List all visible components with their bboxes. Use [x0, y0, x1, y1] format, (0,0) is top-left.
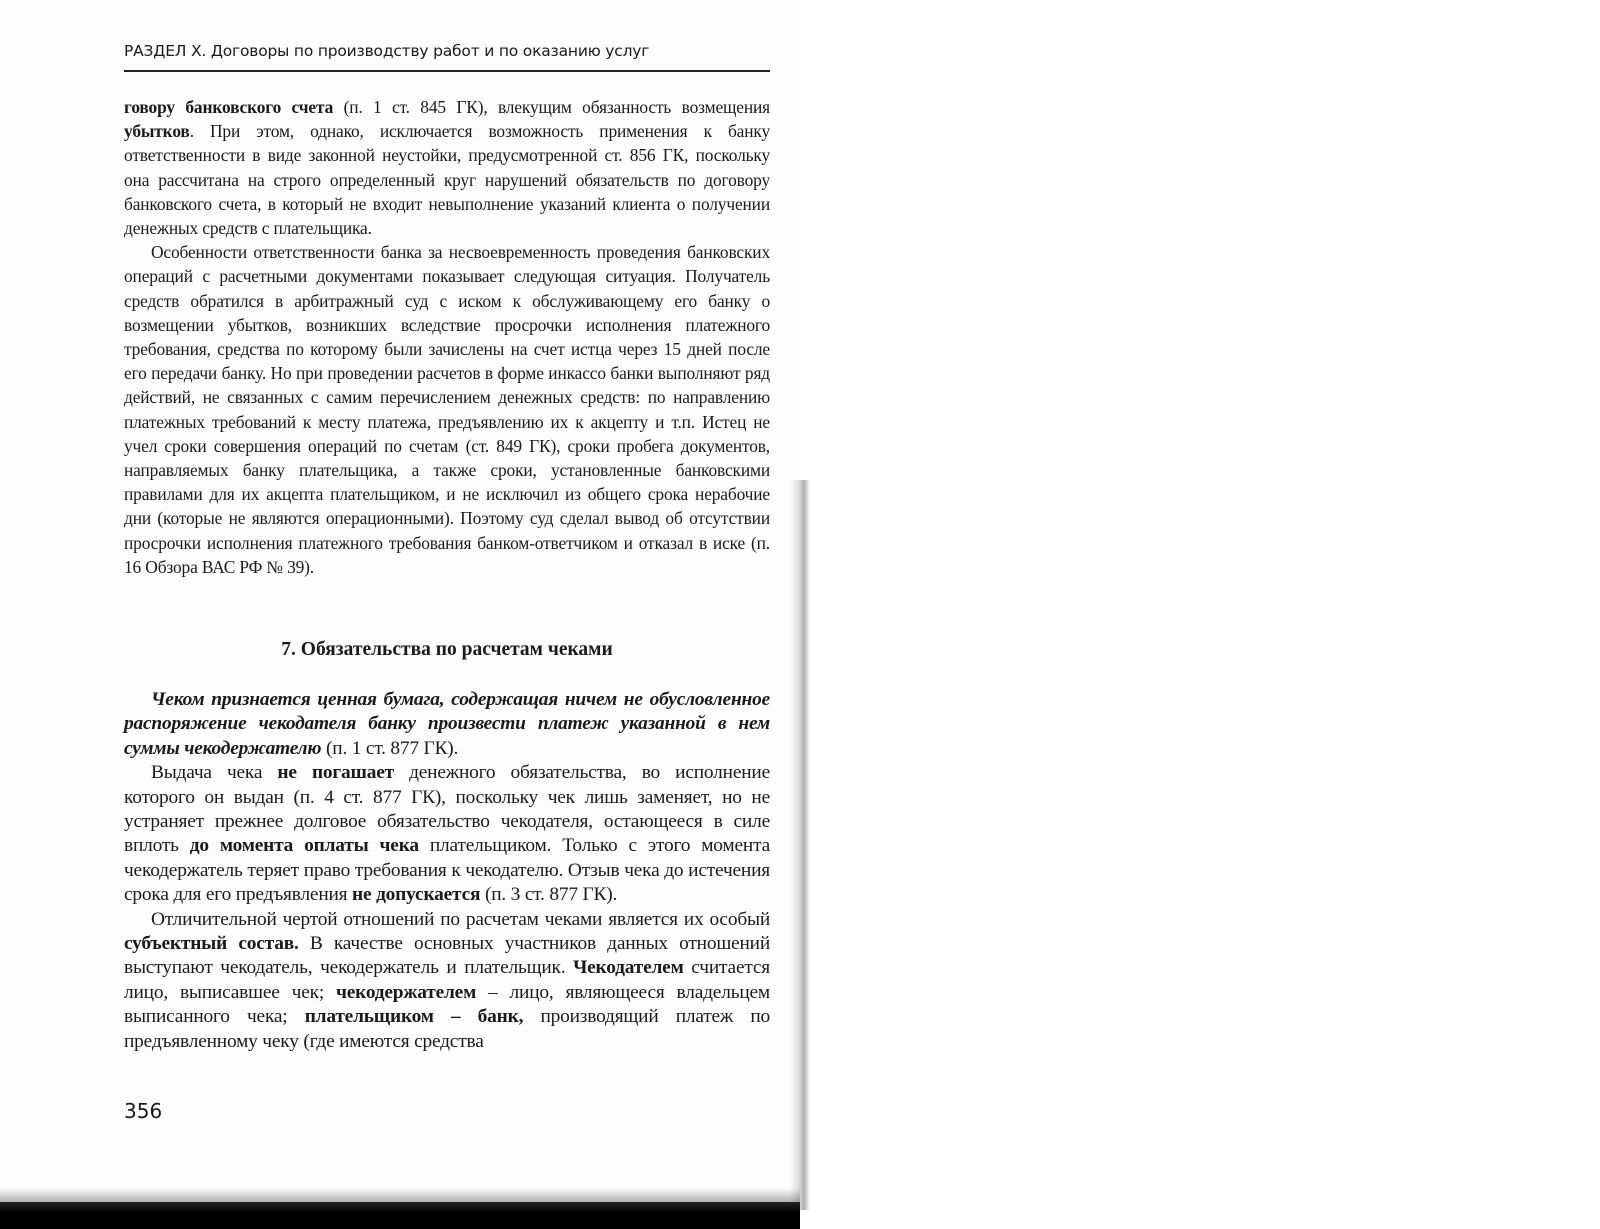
- paragraph: [124, 688, 770, 761]
- text-run: (п. 1 ст. 845 ГК), влекущим обязанность возмещения: [333, 97, 770, 117]
- text-run: производящий платеж по предъявленному чеку (где имеются средства: [124, 1006, 770, 1052]
- text-run: считается лицо, выписавшее чек;: [124, 957, 771, 1003]
- paragraph: [124, 95, 770, 240]
- emphasized-text: Чекодателем: [573, 957, 684, 979]
- emphasized-text: субъектный состав.: [124, 933, 299, 955]
- text-run: Отличительной чертой отношений по расчетам чеками является их особый: [151, 908, 770, 930]
- text-run: Выдача чека: [151, 762, 278, 784]
- text-run: (п. 1 ст. 877 ГК).: [321, 737, 459, 759]
- text-run: В качестве основных участников данных отношений выступают чекодатель, чекодержатель и плательщик.: [124, 933, 770, 979]
- emphasized-text: убытков: [124, 121, 190, 142]
- emphasized-text: говору банковского счета: [124, 97, 334, 117]
- text-run: Особенности ответственности банка за несвоевременность проведения банковских операций с расчетными документами показывает следующая ситуация. Получатель средств обратился в арбитражный суд с иском к обслуживающему его банку о возмещении убытков, возникших вследствие просрочки исполнения платежного требования, средства по которому были зачислены на счет истца через 15 дней после его передачи банку. Но при проведении расчетов в форме инкассо банки выполняют ряд действий, не связанных с самим перечислением денежных средств: по направлению платежных требований к месту платежа, предъявлению их к акцепту и т.п. Истец не учел сроки совершения операций по счетам (ст. 849 ГК), сроки пробега документов, направляемых банку плательщика, а также сроки, установленные банковскими правилами для их акцепта плательщиком, и не исключил из общего срока нерабочие дни (которые не являются операционными). Поэтому суд сделал вывод об отсутствии просрочки исполнения платежного требования банком-ответчиком и отказал в иске (п. 16 Обзора ВАС РФ № 39).: [124, 242, 770, 577]
- paragraph: [124, 908, 770, 1054]
- emphasized-text: не допускается: [352, 884, 481, 906]
- page-number: 356: [124, 1099, 163, 1123]
- paragraph: [124, 761, 770, 907]
- emphasized-text: чекодержателем: [336, 981, 477, 1003]
- text-run: (п. 3 ст. 877 ГК).: [480, 884, 618, 906]
- running-head: РАЗДЕЛ X. Договоры по производству работ и по оказанию услуг: [124, 40, 770, 72]
- section-title: 7. Обязательства по расчетам чеками: [281, 639, 613, 660]
- body-text-bottom: [124, 688, 770, 1054]
- emphasized-text: Чеком признается ценная бумага, содержащая ничем не обусловленное распоряжение чекодателя банку произвести платеж указанной в нем суммы чекодержателю: [124, 689, 770, 759]
- scan-bottom-edge: [0, 1202, 800, 1229]
- emphasized-text: до момента оплаты чека: [189, 835, 419, 857]
- text-run: . При этом, однако, исключается возможность применения к банку ответственности в виде законной неустойки, предусмотренной ст. 856 ГК, поскольку она рассчитана на строго определенный круг нарушений обязательств по договору банковского счета, в который не входит невыполнение указаний клиента о получении денежных средств с плательщика.: [124, 121, 770, 239]
- text-run: – лицо, являющееся владельцем выписанного чека;: [124, 981, 770, 1028]
- text-run: плательщиком. Только с этого момента чекодержатель теряет право требования к чекодателю. Отзыв чека до истечения срока для его предъявления: [124, 835, 771, 906]
- emphasized-text: плательщиком – банк,: [304, 1006, 524, 1028]
- text-run: денежного обязательства, во исполнение которого он выдан (п. 4 ст. 877 ГК), поскольку чек лишь заменяет, но не устраняет прежнее долговое обязательство чекодателя, остающееся в силе вплоть: [124, 762, 770, 857]
- paragraph: [124, 240, 770, 579]
- body-text-top: [124, 95, 770, 579]
- emphasized-text: не погашает: [277, 762, 394, 784]
- page-gutter-shadow: [790, 480, 810, 1210]
